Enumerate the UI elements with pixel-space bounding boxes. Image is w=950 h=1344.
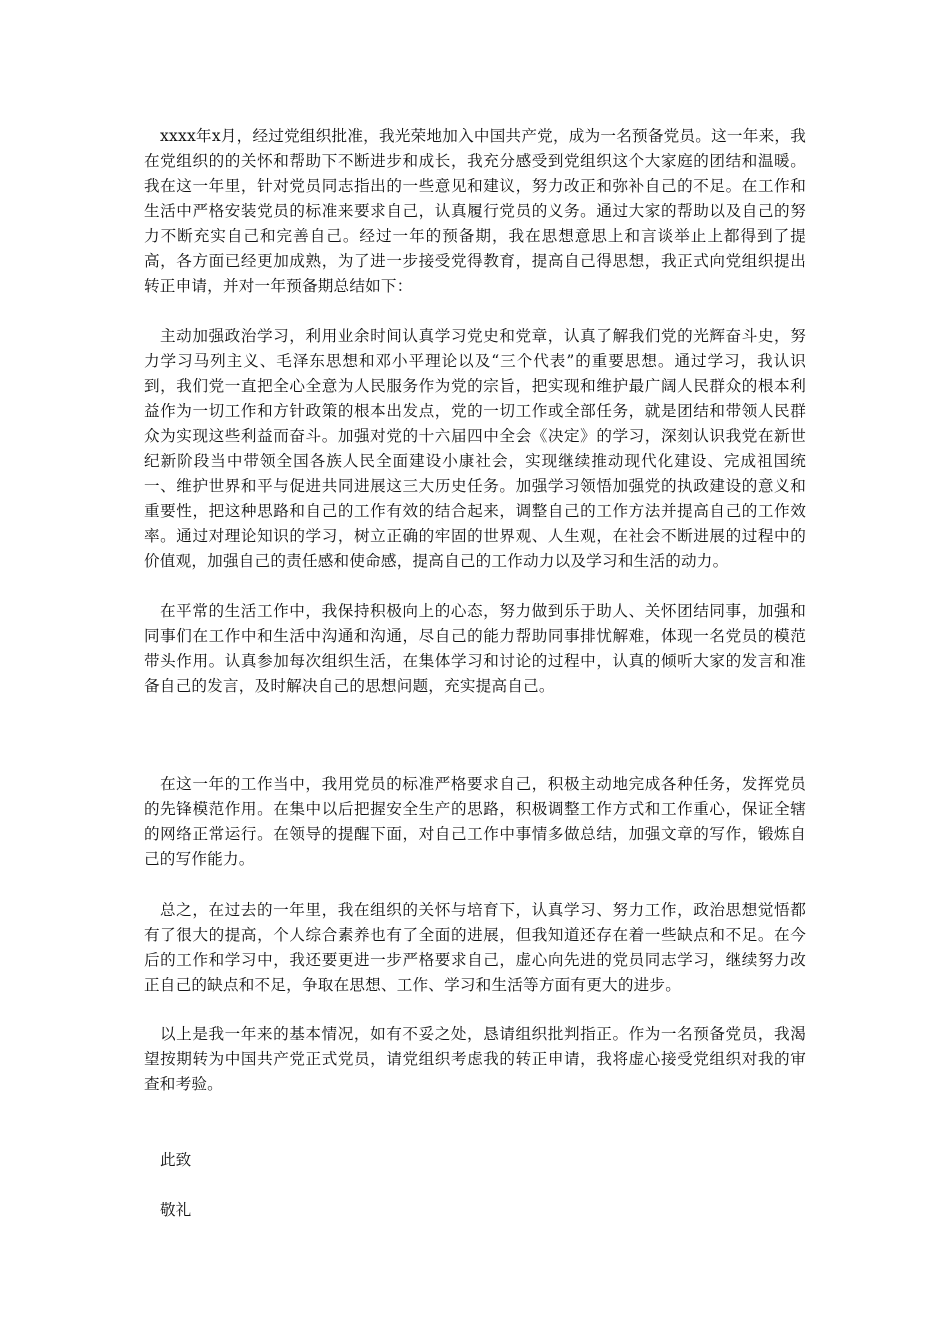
- paragraph-intro: xxxx年x月，经过党组织批准，我光荣地加入中国共产党，成为一名预备党员。这一年来，我在党组织的的关怀和帮助下不断进步和成长，我充分感受到党组织这个大家庭的团结和温暖。我在这一年里，针对党员同志指出的一些意见和建议，努力改正和弥补自己的不足。在工作和生活中严格安装党员的标准来要求自己，认真履行党员的义务。通过大家的帮助以及自己的努力不断充实自己和完善自己。经过一年的预备期，我在思想意思上和言谈举止上都得到了提高，各方面已经更加成熟，为了进一步接受党得教育，提高自己得思想，我正式向党组织提出转正申请，并对一年预备期总结如下：: [144, 127, 806, 295]
- paragraph-summary: 总之，在过去的一年里，我在组织的关怀与培育下，认真学习、努力工作，政治思想觉悟都有了很大的提高，个人综合素养也有了全面的进展，但我知道还存在着一些缺点和不足。在今后的工作和学习中，我还要更进一步严格要求自己，虚心向先进的党员同志学习，继续努力改正自己的缺点和不足，争取在思想、工作、学习和生活等方面有更大的进步。: [144, 901, 806, 994]
- closing-regards: 敬礼: [160, 1201, 192, 1219]
- paragraph-daily-life: 在平常的生活工作中，我保持积极向上的心态，努力做到乐于助人、关怀团结同事，加强和同事们在工作中和生活中沟通和沟通，尽自己的能力帮助同事排忧解难，体现一名党员的模范带头作用。认真参加每次组织生活，在集体学习和讨论的过程中，认真的倾听大家的发言和准备自己的发言，及时解决自己的思想问题，充实提高自己。: [144, 602, 806, 695]
- paragraph-conclusion: 以上是我一年来的基本情况，如有不妥之处，恳请组织批判指正。作为一名预备党员，我渴望按期转为中国共产党正式党员，请党组织考虑我的转正申请，我将虚心接受党组织对我的审查和考验。: [144, 1025, 806, 1093]
- paragraph-work: 在这一年的工作当中，我用党员的标准严格要求自己，积极主动地完成各种任务，发挥党员的先锋模范作用。在集中以后把握安全生产的思路，积极调整工作方式和工作重心，保证全辖的网络正常运行。在领导的提醒下面，对自己工作中事情多做总结，加强文章的写作，锻炼自己的写作能力。: [144, 775, 806, 868]
- closing-salutation: 此致: [160, 1151, 192, 1169]
- paragraph-political-study: 主动加强政治学习，利用业余时间认真学习党史和党章，认真了解我们党的光辉奋斗史，努力学习马列主义、毛泽东思想和邓小平理论以及“三个代表”的重要思想。通过学习，我认识到，我们党一直把全心全意为人民服务作为党的宗旨，把实现和维护最广阔人民群众的根本利益作为一切工作和方针政策的根本出发点，党的一切工作或全部任务，就是团结和带领人民群众为实现这些利益而奋斗。加强对党的十六届四中全会《决定》的学习，深刻认识我党在新世纪新阶段当中带领全国各族人民全面建设小康社会，实现继续推动现代化建设、完成祖国统一、维护世界和平与促进共同进展这三大历史任务。加强学习领悟加强党的执政建设的意义和重要性，把这种思路和自己的工作有效的结合起来，调整自己的工作方法并提高自己的工作效率。通过对理论知识的学习，树立正确的牢固的世界观、人生观，在社会不断进展的过程中的价值观，加强自己的责任感和使命感，提高自己的工作动力以及学习和生活的动力。: [144, 327, 806, 570]
